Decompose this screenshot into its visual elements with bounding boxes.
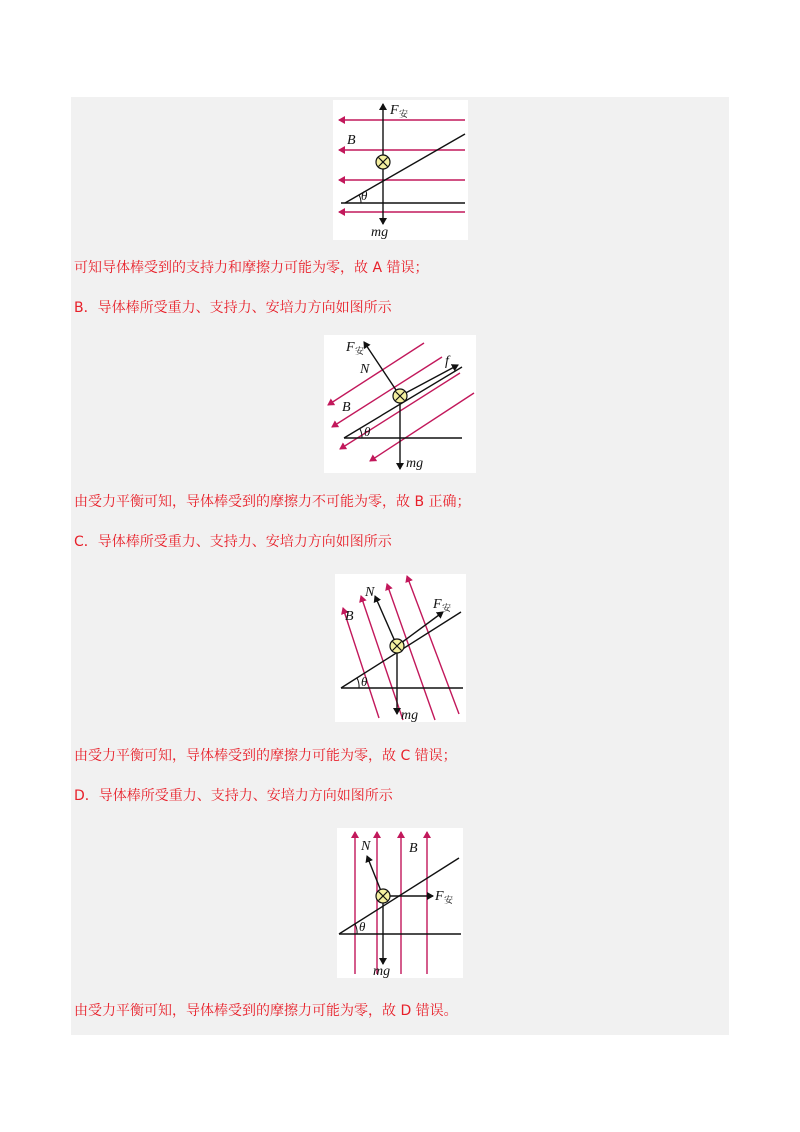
label-force: F: [346, 340, 355, 355]
label-angle: θ: [359, 919, 366, 934]
label-normal: N: [365, 585, 375, 600]
label-gravity: mg: [401, 708, 419, 722]
figure-1: [333, 100, 468, 240]
label-force: F: [435, 889, 444, 904]
label-gravity: mg: [373, 964, 391, 978]
label-angle: θ: [364, 424, 371, 439]
label-force-sub: 安: [399, 110, 409, 120]
figure-3: [335, 574, 466, 722]
figure-1-svg: [333, 100, 468, 240]
label-force-sub: 安: [355, 347, 365, 357]
angle-arc: [357, 678, 359, 688]
label-angle: θ: [361, 188, 368, 203]
ampere-force-arrow: [364, 342, 400, 396]
text-line-6: D．导体棒所受重力、支持力、安培力方向如图所示: [74, 788, 393, 804]
text-line-3: 由受力平衡可知，导体棒受到的摩擦力不可能为零，故 B 正确；: [74, 494, 471, 510]
label-force: F: [390, 103, 399, 118]
ampere-force-arrow: [397, 612, 443, 646]
label-normal: N: [361, 839, 371, 854]
label-field: B: [409, 841, 418, 856]
figure-4: [337, 828, 463, 978]
figure-2-svg: [324, 335, 476, 473]
text-line-4: C．导体棒所受重力、支持力、安培力方向如图所示: [74, 534, 392, 550]
label-force-sub: 安: [444, 896, 454, 906]
field-line: [328, 343, 424, 405]
label-force-sub: 安: [442, 604, 452, 614]
text-line-2: B．导体棒所受重力、支持力、安培力方向如图所示: [74, 300, 392, 316]
label-field: B: [347, 133, 356, 148]
label-gravity: mg: [406, 456, 424, 471]
label-field: B: [345, 609, 354, 624]
label-gravity: mg: [371, 225, 389, 240]
label-field: B: [342, 400, 351, 415]
text-line-1: 可知导体棒受到的支持力和摩擦力可能为零，故 A 错误；: [74, 260, 429, 276]
field-line: [343, 608, 379, 718]
label-friction: f: [445, 354, 449, 369]
label-angle: θ: [361, 674, 368, 689]
figure-2: [324, 335, 476, 473]
figure-3-svg: [335, 574, 466, 722]
text-line-7: 由受力平衡可知，导体棒受到的摩擦力可能为零，故 D 错误。: [74, 1003, 458, 1019]
label-normal: N: [360, 362, 370, 377]
field-line: [370, 393, 474, 461]
figure-4-svg: [337, 828, 463, 978]
text-line-5: 由受力平衡可知，导体棒受到的摩擦力可能为零，故 C 错误；: [74, 748, 457, 764]
label-force: F: [433, 597, 442, 612]
